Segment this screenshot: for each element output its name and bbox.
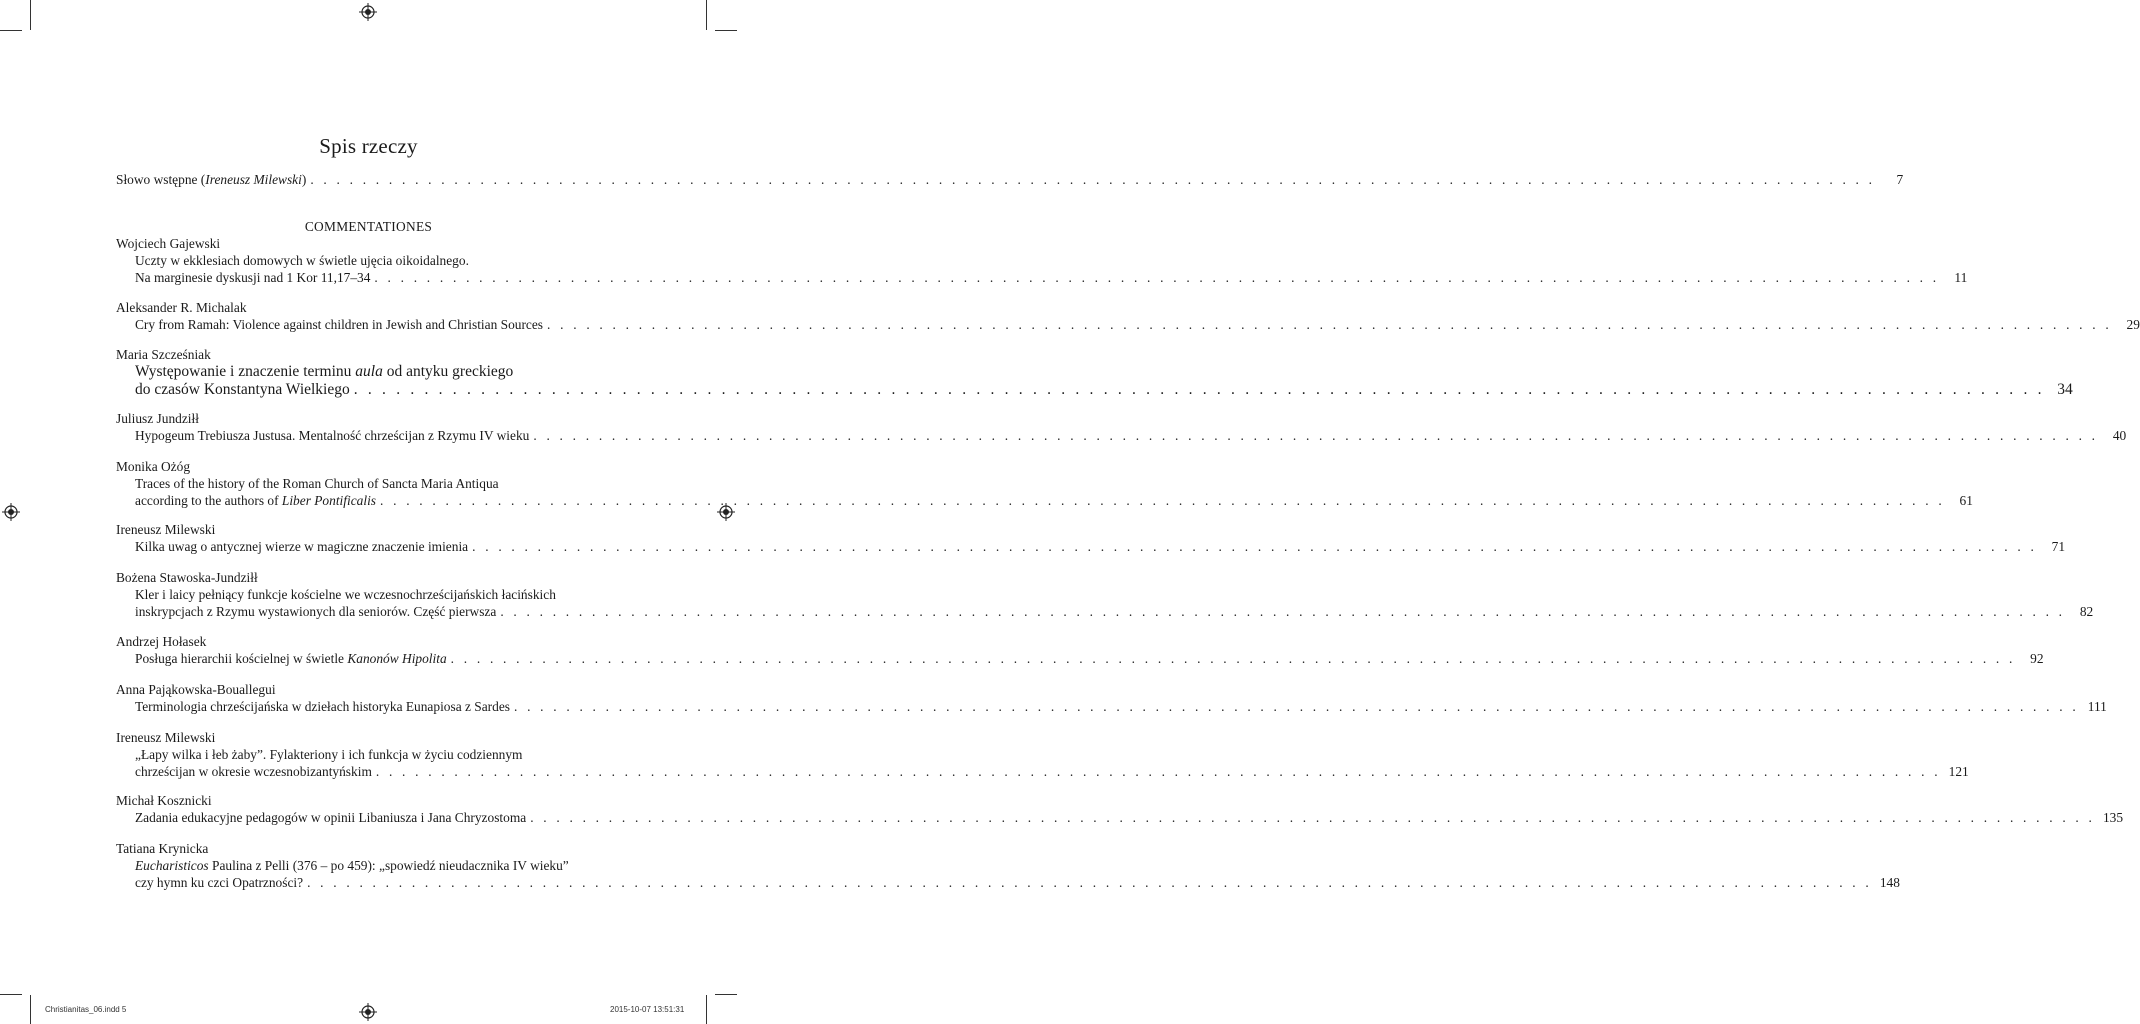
foreword-label: Słowo wstępne (Ireneusz Milewski) [116, 172, 307, 187]
title-text-part: inskrypcjach z Rzymu wystawionych dla seniorów. Część pierwsza [135, 604, 497, 619]
dot-leader: . . . . . . . . . . . . . . . . . . . . . . . . . . . . . . . . . . . . . . . . . . . . . . . . . . . . . . . . . . . . . . . . . . . . . . . . . . . . . . . . . . . . . . . . . . . . . . . . . . . . . . . . . . . . . . . . . . . . . . . . [530, 810, 2096, 825]
title-text-part: Traces of the history of the Roman Church of Sancta Maria Antiqua [135, 476, 499, 491]
entry-title-last-line [116, 316, 2140, 333]
entry-author: Ireneusz Milewski [116, 730, 216, 745]
dot-leader: . . . . . . . . . . . . . . . . . . . . . . . . . . . . . . . . . . . . . . . . . . . . . . . . . . . . . . . . . . . . . . . . . . . . . . . . . . . . . . . . . . . . . . . . . . . . . . . . . . . . . . . . . . . . . . . . . . . . . . . . [380, 493, 1945, 508]
dot-leader: . . . . . . . . . . . . . . . . . . . . . . . . . . . . . . . . . . . . . . . . . . . . . . . . . . . . . . . . . . . . . . . . . . . . . . . . . . . . . . . . . . . . . . . . . . . . . . . . . . . . . . . . . . . . . . . . . . . . . . . . [307, 875, 1872, 890]
entry-author: Monika Ożóg [116, 459, 191, 474]
entry-author: Bożena Stawoska-Jundziłł [116, 570, 258, 585]
title-italic-part: aula [355, 363, 383, 380]
crop-mark-top-left-h [0, 30, 22, 31]
entry-title-last-line [116, 698, 2107, 715]
entry-title-line [116, 857, 623, 874]
toc-entry [116, 299, 2140, 333]
page-title: Spis rzeczy [319, 134, 418, 158]
entry-title [135, 427, 529, 444]
crop-mark-bottom-left-h [0, 994, 22, 995]
title-text-part: Występowanie i znaczenie terminu [135, 363, 356, 380]
registration-target-icon [359, 1003, 377, 1021]
entry-author: Wojciech Gajewski [116, 236, 221, 251]
title-text-part: Uczty w ekklesiach domowych w świetle ujęcia oikoidalnego. [135, 253, 469, 268]
title-text-part: od antyku greckiego [382, 363, 514, 380]
title-text-part: chrześcijan w okresie wczesnobizantyńskim [135, 764, 372, 779]
entry-title [135, 603, 496, 620]
entry-title [135, 381, 350, 399]
section-heading: COMMENTATIONES [304, 219, 433, 234]
title-text-part: Posługa hierarchii kościelnej w świetle [135, 651, 348, 666]
entry-title-last-line [116, 538, 2066, 555]
dot-leader: . . . . . . . . . . . . . . . . . . . . . . . . . . . . . . . . . . . . . . . . . . . . . . . . . . . . . . . . . . . . . . . . . . . . . . . . . . . . . . . . . . . . . . . . . . . . . . . . . . . . . . . . . . . . . . . . . . . . . . . . [472, 539, 2038, 554]
entry-title-line [116, 586, 623, 603]
toc-entry [116, 681, 2107, 715]
crop-mark-bottom-right-h [715, 994, 737, 995]
dot-leader: . . . . . . . . . . . . . . . . . . . . . . . . . . . . . . . . . . . . . . . . . . . . . . . . . . . . . . . . . . . . . . . . . . . . . . . . . . . . . . . . . . . . . . . . . . . . . . . . . . . . . . . . . . . . . . . . . . . . . . . . [374, 270, 1940, 285]
entry-author: Andrzej Hołasek [116, 634, 207, 649]
entry-author: Michał Kosznicki [116, 793, 212, 808]
title-text-part: do czasów Konstantyna Wielkiego [135, 381, 350, 398]
entry-title-last-line [116, 269, 1968, 286]
page-number: 71 [2051, 539, 2066, 554]
title-text-part: Zadania edukacyjne pedagogów w opinii Libaniusza i Jana Chryzostoma [135, 810, 527, 825]
crop-mark-top-right-h [715, 30, 737, 31]
title-text-part: according to the authors of [135, 493, 282, 508]
page-number: 135 [2102, 810, 2124, 825]
entry-author: Tatiana Krynicka [116, 841, 209, 856]
dot-leader: . . . . . . . . . . . . . . . . . . . . . . . . . . . . . . . . . . . . . . . . . . . . . . . . . . . . . . . . . . . . . . . . . . . . . . . . . . . . . . . . . . . . . . . . . . . . . . . . . . . . . . . . . . . . . . . . . . . . . . . . [450, 651, 2016, 666]
entry-title [135, 316, 543, 333]
page-number: 7 [1896, 172, 1904, 187]
toc-entry [116, 633, 2044, 667]
entry-title [135, 650, 447, 667]
page-number: 29 [2126, 317, 2140, 332]
entry-title-last-line [116, 427, 2127, 444]
entry-title-last-line [116, 492, 1973, 509]
slug-filename: Christianitas_06.indd 5 [45, 1005, 127, 1014]
title-italic-part: Eucharisticos [135, 858, 209, 873]
toc-entry [116, 410, 2127, 444]
title-text-part: Terminologia chrześcijańska w dziełach historyka Eunapiosa z Sardes [135, 699, 510, 714]
title-italic-part: Liber Pontificalis [281, 493, 376, 508]
crop-mark-bottom-left-v [30, 995, 31, 1024]
page-number: 111 [2087, 699, 2107, 714]
title-text-part: Cry from Ramah: Violence against children in Jewish and Christian Sources [135, 317, 544, 332]
entry-title-line [116, 252, 623, 269]
toc-entry [116, 346, 2073, 399]
entry-author: Ireneusz Milewski [116, 522, 216, 537]
entry-title [135, 492, 376, 509]
entry-title-line [116, 746, 623, 763]
entry-author: Juliusz Jundziłł [116, 411, 199, 426]
page-number: 34 [2057, 381, 2073, 398]
crop-mark-top-right-v [706, 0, 707, 30]
registration-target-icon [359, 3, 377, 21]
title-text-part: Paulina z Pelli (376 – po 459): „spowiedź nieudacznika IV wieku” [208, 858, 569, 873]
dot-leader: . . . . . . . . . . . . . . . . . . . . . . . . . . . . . . . . . . . . . . . . . . . . . . . . . . . . . . . . . . . . . . . . . . . . . . . . . . . . . . . . . . . . . . . . . . . . . . . . . . . . . . . . . . . . . . . . . . . . . . . . [375, 764, 1941, 779]
page-number: 40 [2112, 428, 2127, 443]
dot-leader: . . . . . . . . . . . . . . . . . . . . . . . . . . . . . . . . . . . . . . . . . . . . . . . . . . . . . . . . . . . . . . . . . . . . . . . . . . . . . . . . . . . . . . . . . . . . . . . . . . . . . . . . . . . . . . . . . . . . . . . . [547, 317, 2112, 332]
entry-title [135, 809, 526, 826]
toc-entry [116, 521, 2066, 555]
toc-entry [116, 792, 2124, 826]
entry-title-line [116, 363, 623, 381]
entry-author: Maria Szcześniak [116, 347, 211, 362]
entry-title [135, 874, 303, 891]
title-text-part: Kler i laicy pełniący funkcje kościelne we wczesnochrześcijańskich łacińskich [135, 587, 556, 602]
crop-mark-top-left-v [30, 0, 31, 30]
entry-title-last-line [116, 874, 1900, 891]
entry-title-last-line [116, 381, 2073, 399]
page-number: 11 [1954, 270, 1968, 285]
page-number: 61 [1959, 493, 1973, 508]
toc-entry [116, 569, 2094, 620]
foreword-entry [116, 171, 1904, 188]
title-italic-part: Kanonów Hipolita [347, 651, 447, 666]
entry-title [135, 538, 468, 555]
registration-target-icon [2, 503, 20, 521]
entry-title-last-line [116, 809, 2124, 826]
title-text-part: „Łapy wilka i łeb żaby”. Fylakteriony i ich funkcja w życiu codziennym [135, 747, 523, 762]
title-text-part: Kilka uwag o antycznej wierze w magiczne znaczenie imienia [135, 539, 469, 554]
page-number: 82 [2079, 604, 2094, 619]
toc-entry [116, 729, 1969, 780]
entry-title-line [116, 475, 623, 492]
dot-leader: . . . . . . . . . . . . . . . . . . . . . . . . . . . . . . . . . . . . . . . . . . . . . . . . . . . . . . . . . . . . . . . . . . . . . . . . . . . . . . . . . . . . . . . . . . . . . . . . . . . . . . . . . . . . . . . . . . . . . . . . [310, 172, 1876, 187]
page-number: 148 [1879, 875, 1900, 890]
dot-leader: . . . . . . . . . . . . . . . . . . . . . . . . . . . . . . . . . . . . . . . . . . . . . . . . . . . . . . . . . . . . . . . . . . . . . . . . . . . . . . . . . . . . . . . . . . . . . . . . . . . . . . . . . . . . . . . . . . . . . . . . [500, 604, 2066, 619]
entry-title-last-line [116, 603, 2094, 620]
page-number: 92 [2030, 651, 2044, 666]
title-text-part: Hypogeum Trebiusza Justusa. Mentalność chrześcijan z Rzymu IV wieku [135, 428, 530, 443]
entry-title [135, 698, 510, 715]
entry-title-last-line [116, 650, 2044, 667]
toc-entry [116, 840, 1900, 891]
dot-leader: . . . . . . . . . . . . . . . . . . . . . . . . . . . . . . . . . . . . . . . . . . . . . . . . . . . . . . . . . . . . . . . . . . . . . . . . . . . . . . . . . . . . . . . . . . . . . . . . . . . . . . . . . . . . . . . . . . . . . . . . [513, 699, 2079, 714]
entry-title [135, 269, 370, 286]
page-number: 121 [1948, 764, 1969, 779]
crop-mark-bottom-right-v [706, 995, 707, 1024]
slug-timestamp: 2015-10-07 13:51:31 [610, 1005, 685, 1014]
dot-leader: . . . . . . . . . . . . . . . . . . . . . . . . . . . . . . . . . . . . . . . . . . . . . . . . . . . . . . . . . . . . . . . . . . . . . . . . . . . . . . . . . . . . . . . . . . . . . . . . . . . . . . . . . . . . . . . . . . . . . . . . [533, 428, 2099, 443]
entry-title-last-line [116, 763, 1969, 780]
entry-title [135, 763, 372, 780]
toc-entry [116, 458, 1973, 509]
toc-entry [116, 235, 1968, 286]
title-text-part: Na marginesie dyskusji nad 1 Kor 11,17–34 [135, 270, 371, 285]
entry-author: Aleksander R. Michalak [116, 300, 247, 315]
entry-author: Anna Pająkowska-Bouallegui [116, 682, 276, 697]
dot-leader: . . . . . . . . . . . . . . . . . . . . . . . . . . . . . . . . . . . . . . . . . . . . . . . . . . . . . . . . . . . . . . . . . . . . . . . . . . . . . . . . . . . . . . . . . . . . . . . . . . . . . . . . . . . . . . . . . . . . . . . . [353, 381, 2045, 398]
title-text-part: czy hymn ku czci Opatrzności? [135, 875, 304, 890]
